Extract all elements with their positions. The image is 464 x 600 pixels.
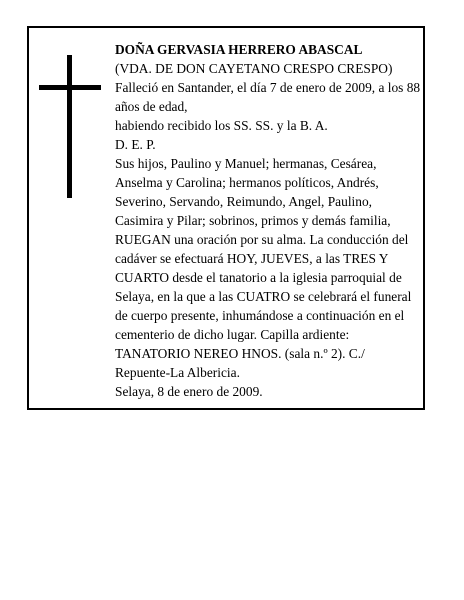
cross-icon	[67, 55, 72, 198]
family-and-funeral-details: Sus hijos, Paulino y Manuel; hermanas, Cesárea, Anselma y Carolina; hermanos políticos, Andrés, Severino, Servando, Reimundo, Angel, Paulino, Casimira y Pilar; sobrinos, primos y demás familia, RUEGAN una oración por su alma. La conducción del cadáver se efectuará HOY, JUEVES, a las TRES Y CUARTO desde el tanatorio a la iglesia parroquial de Selaya, en la que a las CUATRO se celebrará el funeral de cuerpo presente, inhumándose a continuación en el cementerio de dicho lugar. Capilla ardiente: TANATORIO NEREO HNOS. (sala n.º 2). C./ Repuente-La Albericia.	[115, 156, 412, 380]
deceased-name: DOÑA GERVASIA HERRERO ABASCAL	[115, 42, 363, 57]
obituary-notice	[27, 26, 425, 410]
cross-icon-bar	[39, 85, 101, 90]
widow-of-line: (VDA. DE DON CAYETANO CRESPO CRESPO)	[115, 61, 393, 76]
death-announcement: Falleció en Santander, el día 7 de enero de 2009, a los 88 años de edad,	[115, 80, 421, 114]
notice-text	[115, 40, 421, 401]
rip-line: D. E. P.	[115, 137, 156, 152]
place-and-date: Selaya, 8 de enero de 2009.	[115, 384, 263, 399]
sacraments-line: habiendo recibido los SS. SS. y la B. A.	[115, 118, 328, 133]
